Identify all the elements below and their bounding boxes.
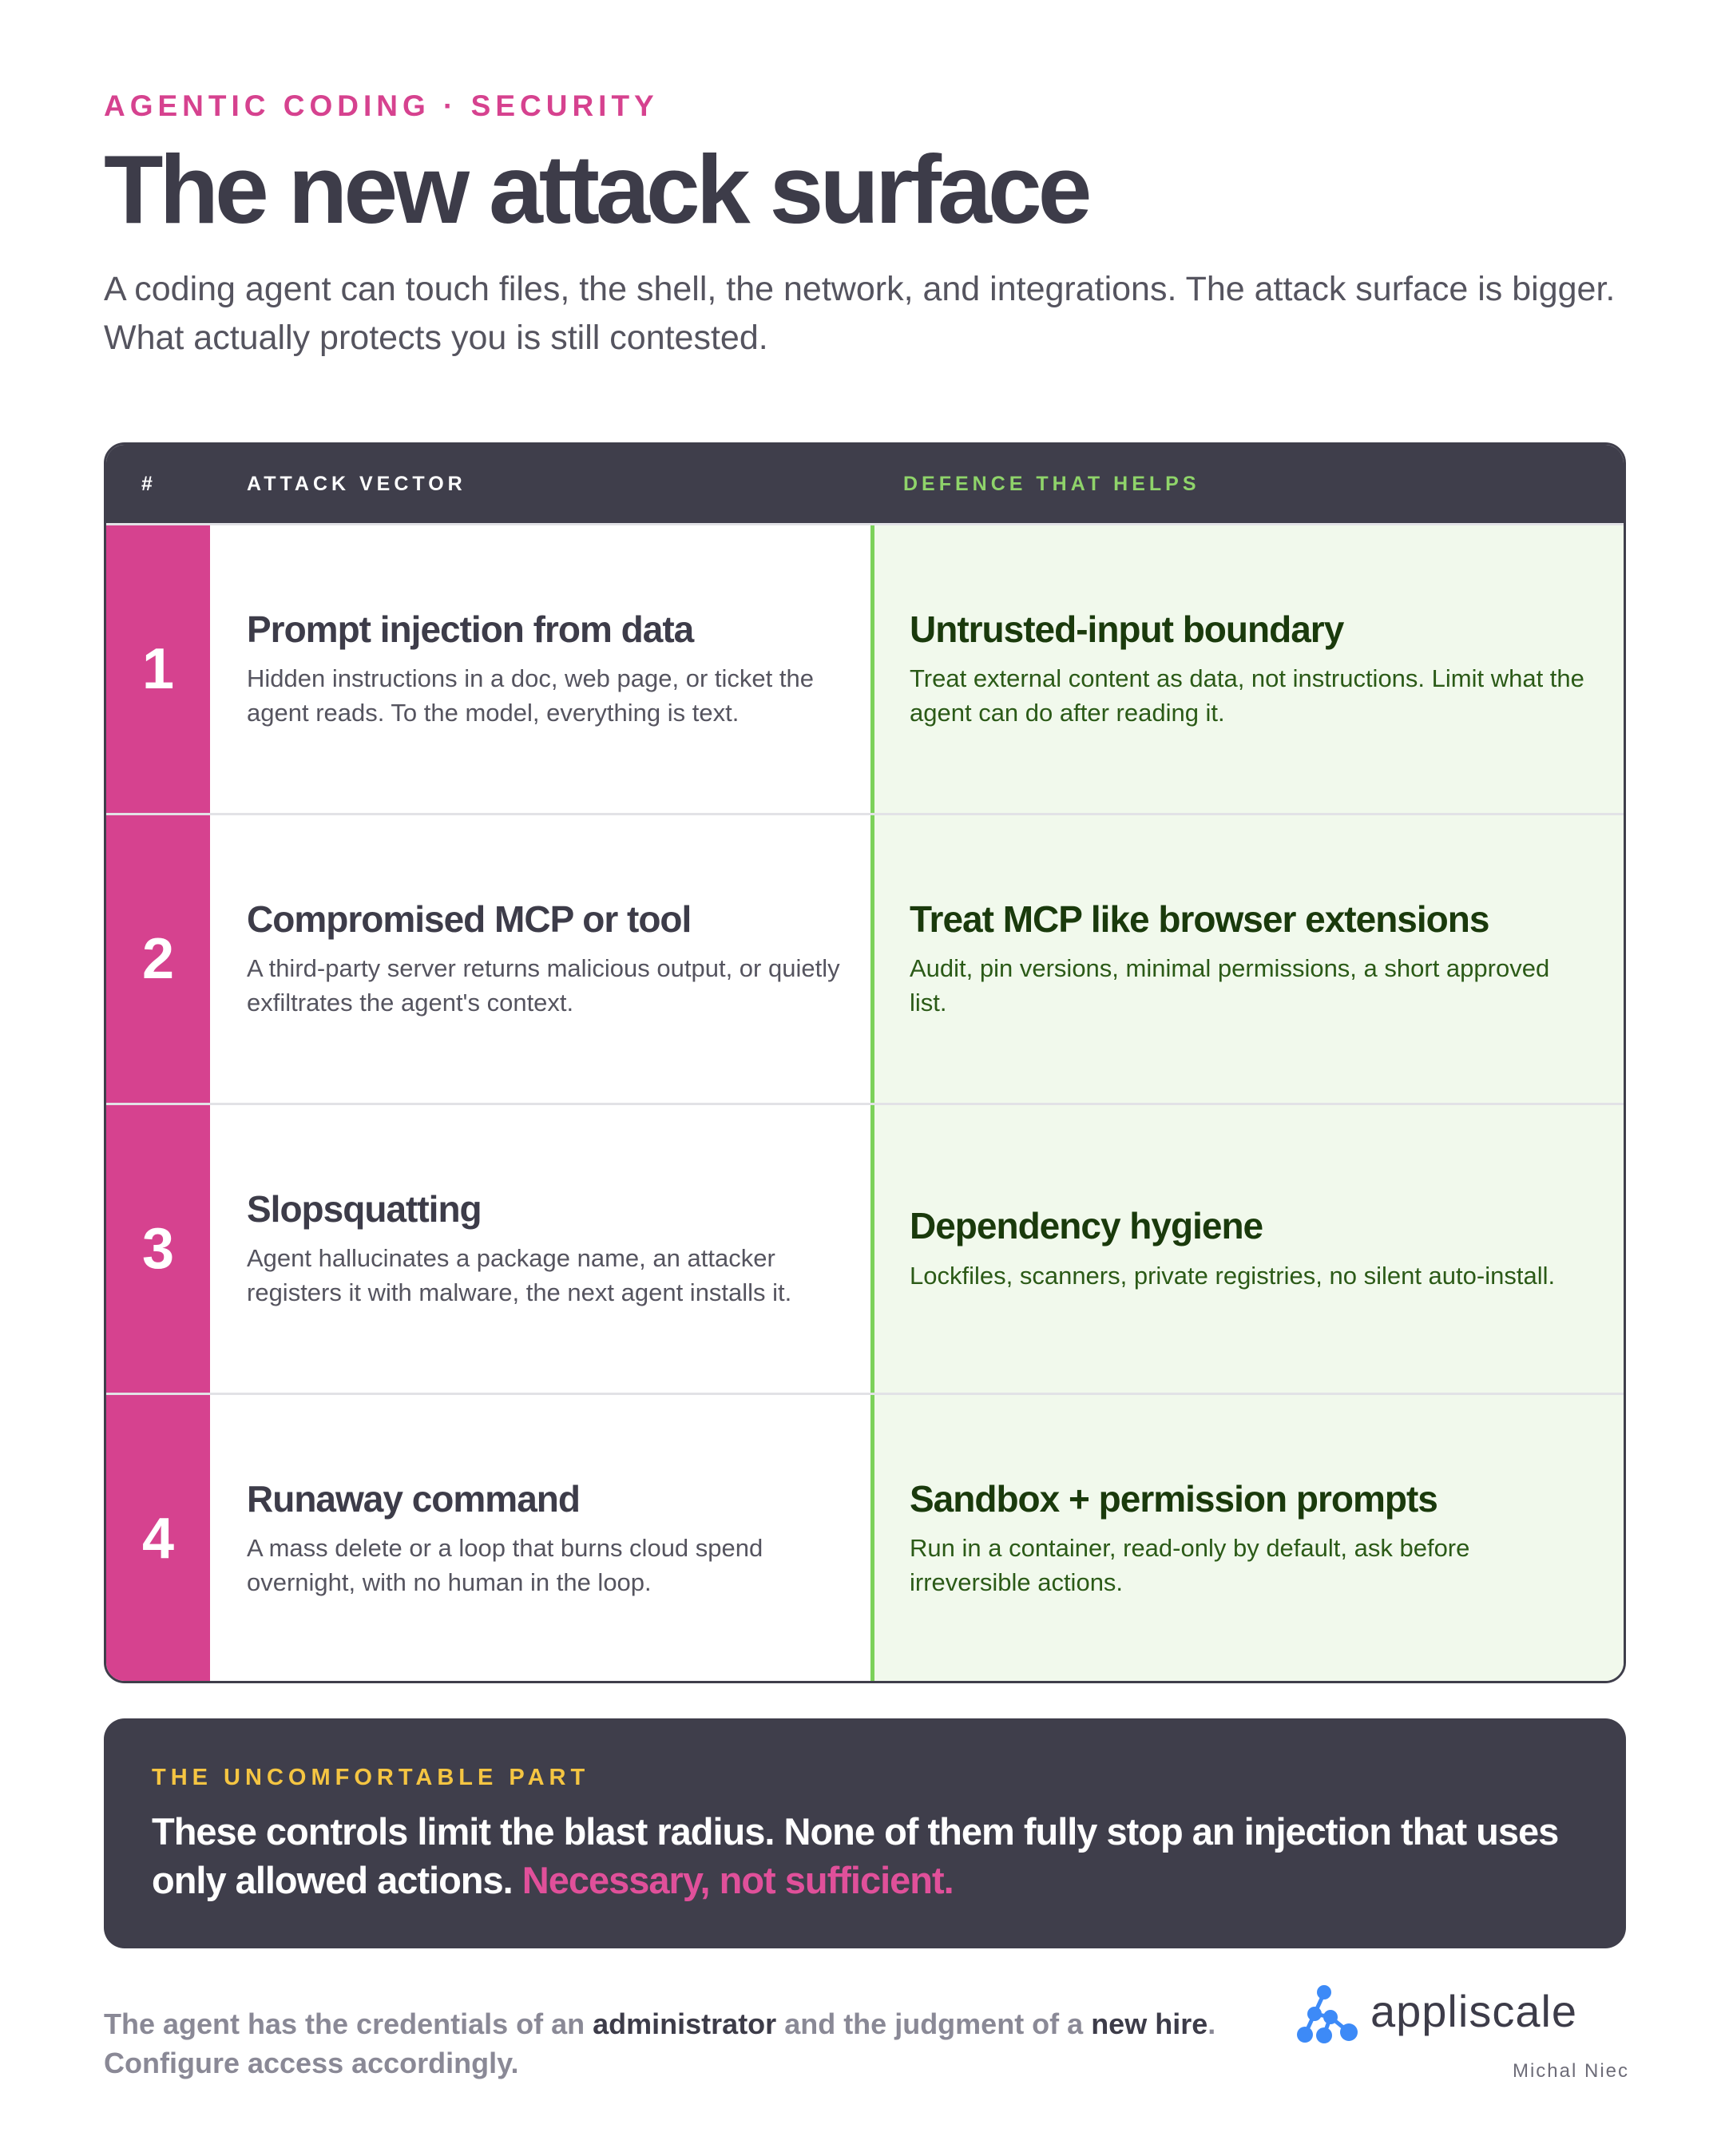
footer-note [104,2004,1302,2083]
row-number: 1 [106,525,210,813]
column-header-defence: DEFENCE THAT HELPS [903,473,1200,495]
attack-defence-table [104,442,1626,1683]
page-title: The new attack surface [104,135,1089,244]
table-row [106,813,1624,1103]
brand [1294,1982,1629,2046]
defence-description: Lockfiles, scanners, private registries, no silent auto-install. [910,1261,1556,1290]
footer-text-part: . [1208,2007,1216,2040]
defence-cell [870,1395,1624,1682]
callout-text [152,1807,1578,1904]
footer-text-part: and the judgment of a [776,2007,1092,2040]
attack-cell [210,815,870,1103]
footer-line-2: Configure access accordingly. [104,2047,519,2079]
attack-cell [210,1105,870,1393]
attack-description: Hidden instructions in a doc, web page, or ticket the agent reads. To the model, everything is text. [247,664,814,727]
row-number: 3 [106,1105,210,1393]
table-header [106,445,1624,523]
defence-cell [870,815,1624,1103]
column-header-number: # [141,473,157,495]
footer-text-part: The agent has the credentials of an [104,2007,593,2040]
attack-cell [210,525,870,813]
attack-title: Prompt injection from data [247,608,694,650]
row-number: 4 [106,1395,210,1682]
defence-cell [870,525,1624,813]
brand-name: appliscale [1370,1986,1578,2036]
author-name: Michal Niec [1512,2060,1629,2082]
footer-emphasis-administrator: administrator [593,2007,777,2040]
attack-title: Runaway command [247,1477,580,1520]
attack-title: Compromised MCP or tool [247,898,692,940]
defence-title: Dependency hygiene [910,1205,1263,1247]
defence-description: Audit, pin versions, minimal permissions, a short approved list. [910,954,1550,1017]
callout-statement: These controls limit the blast radius. None of them fully stop an injection that uses only allowed actions. [152,1810,1559,1901]
table-row [106,1103,1624,1393]
page-subtitle: A coding agent can touch files, the shell, the network, and integrations. The attack surface is bigger. What actually protects you is still contested. [104,270,1616,357]
column-header-attack: ATTACK VECTOR [247,473,466,495]
row-number: 2 [106,815,210,1103]
defence-description: Run in a container, read-only by default, ask before irreversible actions. [910,1534,1470,1597]
appliscale-logo-icon [1294,1982,1361,2046]
defence-title: Untrusted-input boundary [910,608,1344,650]
attack-description: A mass delete or a loop that burns cloud spend overnight, with no human in the loop. [247,1534,763,1597]
defence-cell [870,1105,1624,1393]
attack-description: A third-party server returns malicious output, or quietly exfiltrates the agent's context. [247,954,840,1017]
callout-accent-text: Necessary, not sufficient. [521,1859,954,1901]
eyebrow: AGENTIC CODING · SECURITY [104,89,659,122]
defence-title: Sandbox + permission prompts [910,1477,1438,1520]
attack-description: Agent hallucinates a package name, an attacker registers it with malware, the next agent installs it. [247,1244,792,1307]
defence-title: Treat MCP like browser extensions [910,898,1489,940]
uncomfortable-part-callout [104,1718,1626,1948]
defence-description: Treat external content as data, not instructions. Limit what the agent can do after reading it. [910,664,1584,727]
callout-label: THE UNCOMFORTABLE PART [152,1765,590,1790]
attack-title: Slopsquatting [247,1187,482,1230]
table-row [106,523,1624,813]
attack-cell [210,1395,870,1682]
footer-emphasis-new-hire: new hire [1091,2007,1208,2040]
table-row [106,1393,1624,1682]
